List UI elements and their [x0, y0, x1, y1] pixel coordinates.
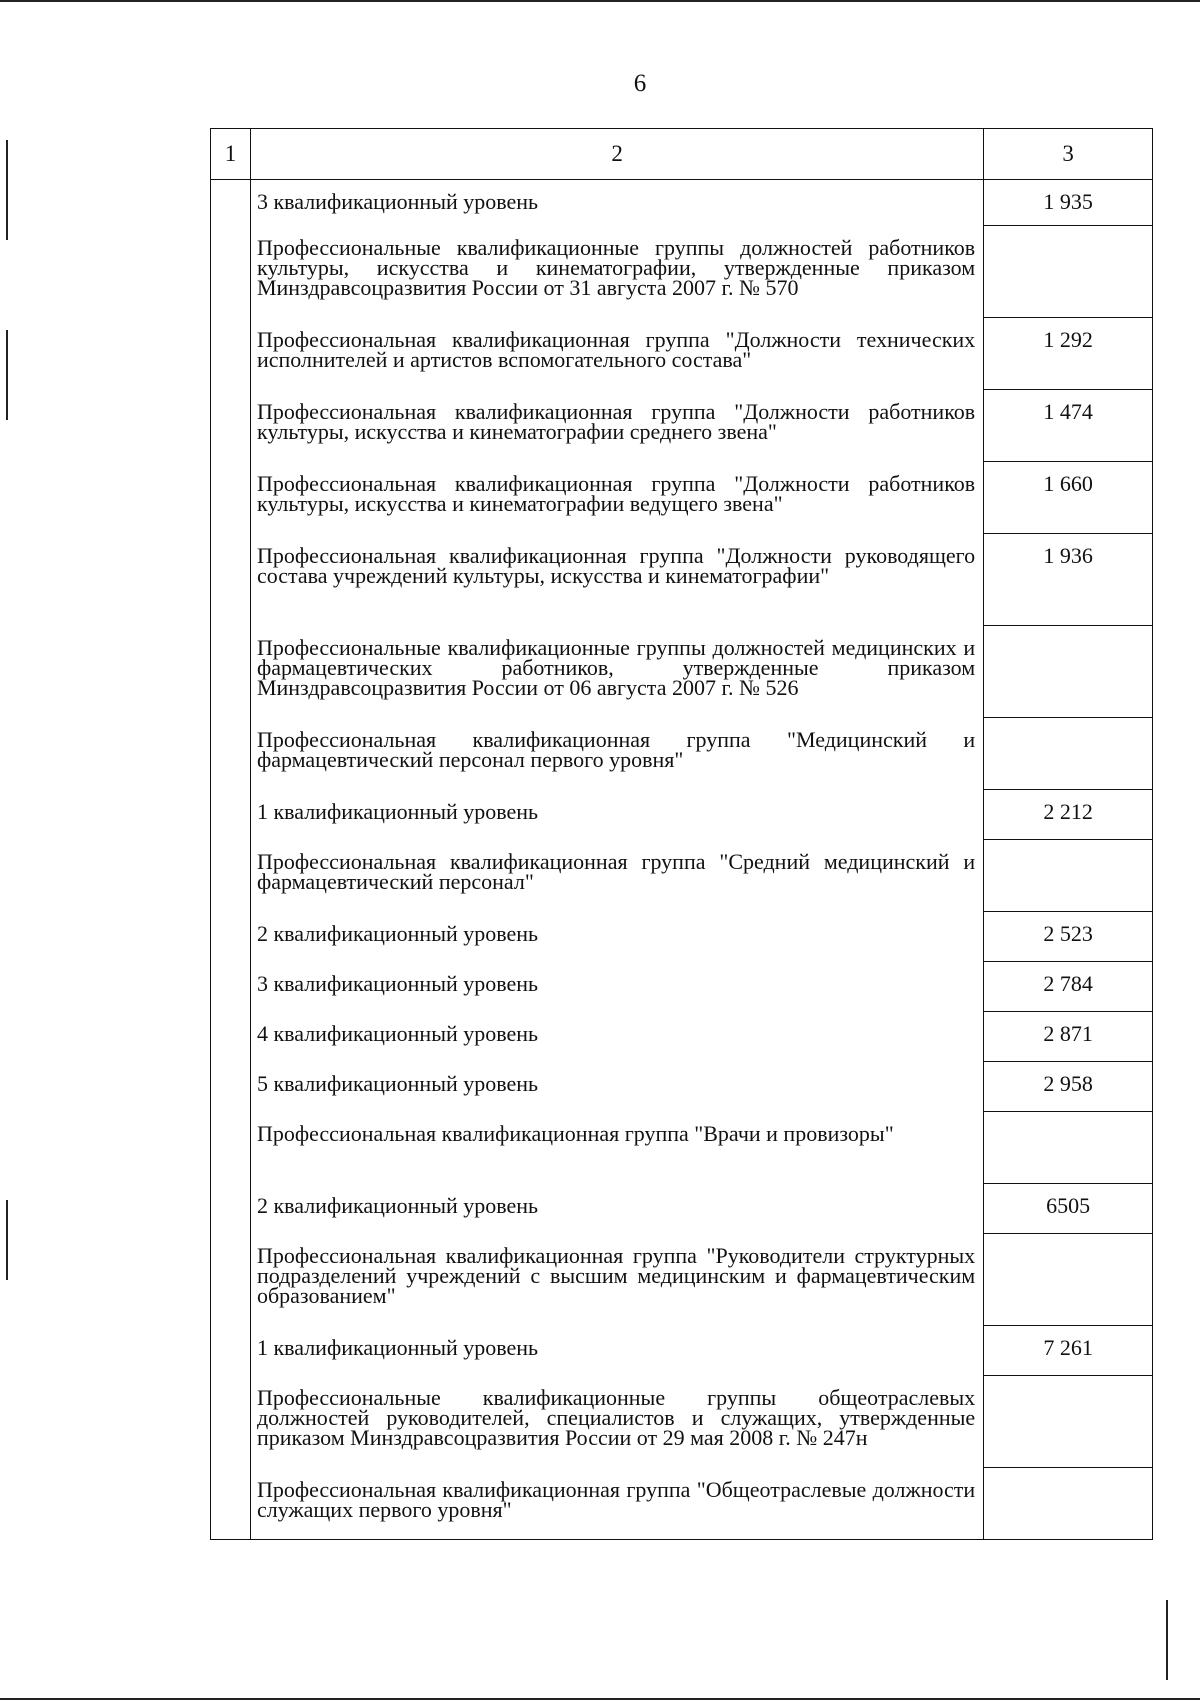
row-description: 1 квалификационный уровень	[256, 798, 539, 824]
scan-artifact-left-line-3	[6, 1200, 8, 1280]
row-value: 7 261	[984, 1326, 1153, 1376]
table-row	[211, 1184, 1153, 1234]
table-row	[211, 1376, 1153, 1468]
row-description: 5 квалификационный уровень	[256, 1070, 539, 1096]
row-value	[984, 1468, 1153, 1540]
row-value: 2 784	[984, 962, 1153, 1012]
table-row	[211, 1234, 1153, 1326]
table-row	[211, 718, 1153, 790]
scan-artifact-right-line	[1166, 1600, 1168, 1680]
row-value: 1 936	[984, 534, 1153, 626]
table-row	[211, 1468, 1153, 1540]
table-row	[211, 790, 1153, 840]
row-description: 1 квалификационный уровень	[256, 1334, 539, 1360]
row-value	[984, 1234, 1153, 1326]
column-1-cell	[211, 180, 251, 1540]
scan-artifact-left-line	[6, 140, 8, 240]
row-value	[984, 1112, 1153, 1184]
row-value: 2 871	[984, 1012, 1153, 1062]
row-description: Профессиональная квалификационная группа "Средний медицинский и фармацевтический персонал"	[256, 848, 976, 894]
row-value: 2 523	[984, 912, 1153, 962]
row-description: Профессиональная квалификационная группа "Должности технических исполнителей и артистов вспомогательного состава"	[256, 326, 976, 372]
column-header-1: 1	[211, 129, 251, 180]
row-description: 4 квалификационный уровень	[256, 1020, 539, 1046]
row-description: Профессиональная квалификационная группа "Общеотраслевые должности служащих первого уровня"	[250, 1468, 983, 1540]
row-description: Профессиональная квалификационная группа "Должности работников культуры, искусства и кинематографии среднего звена"	[256, 398, 976, 444]
scan-artifact-left-line-2	[6, 330, 8, 420]
table-row	[211, 390, 1153, 462]
row-value	[984, 840, 1153, 912]
table-row	[211, 318, 1153, 390]
page-number: 6	[633, 70, 647, 97]
row-value	[984, 1376, 1153, 1468]
row-value: 2 212	[984, 790, 1153, 840]
table-row	[211, 840, 1153, 912]
column-header-2: 2	[250, 129, 983, 180]
row-description: Профессиональная квалификационная группа "Руководители структурных подразделений учреждений с высшим медицинским и фармацевтическим образованием"	[256, 1242, 976, 1308]
row-value: 1 660	[984, 462, 1153, 534]
table-body	[211, 180, 1153, 1540]
row-value	[984, 626, 1153, 718]
row-value: 1 292	[984, 318, 1153, 390]
row-description: Профессиональные квалификационные группы должностей работников культуры, искусства и кинематографии, утвержденные приказом Минздравсоцразвития России от 31 августа 2007 г. № 570	[256, 234, 976, 300]
table-row	[211, 962, 1153, 1012]
table-row	[211, 534, 1153, 626]
scan-artifact-top-line	[0, 0, 1200, 2]
row-value: 2 958	[984, 1062, 1153, 1112]
column-header-3: 3	[984, 129, 1153, 180]
row-value: 6505	[984, 1184, 1153, 1234]
table-row	[211, 1326, 1153, 1376]
row-description: Профессиональная квалификационная группа "Врачи и провизоры"	[256, 1120, 894, 1146]
table-row	[211, 1112, 1153, 1184]
table-row	[211, 912, 1153, 962]
table-row	[211, 626, 1153, 718]
row-description: Профессиональная квалификационная группа "Медицинский и фармацевтический персонал первого уровня"	[256, 726, 976, 772]
salary-table	[210, 128, 1153, 1540]
table-header-row	[211, 129, 1153, 180]
row-description: 3 квалификационный уровень	[256, 970, 539, 996]
row-description: 2 квалификационный уровень	[256, 920, 539, 946]
row-description: Профессиональная квалификационная группа "Должности работников культуры, искусства и кинематографии ведущего звена"	[256, 470, 976, 516]
row-description: 3 квалификационный уровень	[256, 189, 539, 214]
row-value: 1 935	[984, 180, 1153, 226]
row-description: Профессиональные квалификационные группы должностей медицинских и фармацевтических работников, утвержденные приказом Минздравсоцразвития России от 06 августа 2007 г. № 526	[256, 634, 976, 700]
scan-artifact-bottom-line	[0, 1698, 1200, 1700]
row-description: 2 квалификационный уровень	[256, 1192, 539, 1218]
table-row	[211, 1012, 1153, 1062]
table-row	[211, 226, 1153, 318]
row-value	[984, 226, 1153, 318]
table-row	[211, 180, 1153, 226]
table-row	[211, 462, 1153, 534]
row-description: Профессиональные квалификационные группы общеотраслевых должностей руководителей, специалистов и служащих, утвержденные приказом Минздравсоцразвития России от 29 мая 2008 г. № 247н	[256, 1384, 976, 1450]
table-row	[211, 1062, 1153, 1112]
row-description: Профессиональная квалификационная группа "Должности руководящего состава учреждений культуры, искусства и кинематографии"	[256, 542, 976, 588]
row-value: 1 474	[984, 390, 1153, 462]
row-value	[984, 718, 1153, 790]
